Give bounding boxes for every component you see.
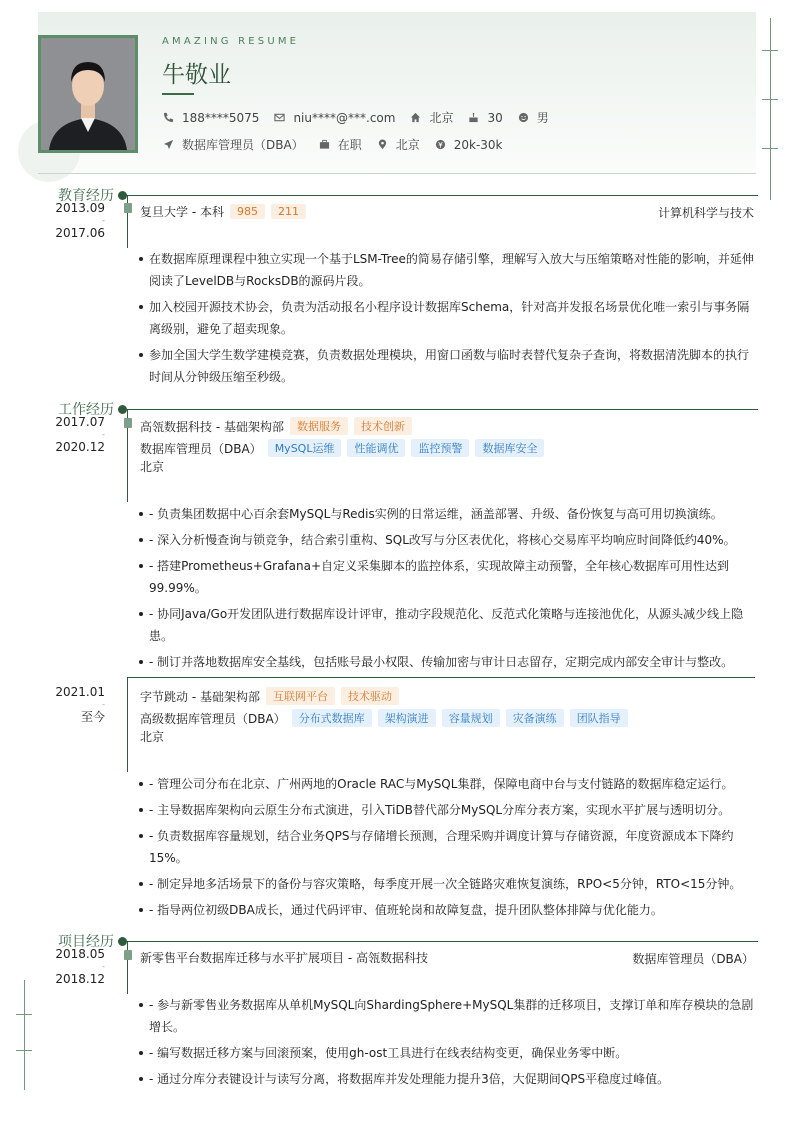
section-marker [118,191,127,200]
salary-info [435,138,503,152]
header-divider [38,173,756,174]
list-item: - 制定异地多活场景下的备份与容灾策略，每季度开展一次全链路灾难恢复演练，RPO<5分钟，RTO<15分钟。 [137,873,755,895]
date-separator: - [102,962,105,972]
education-end-date: 2017.06 [55,226,105,241]
age-value: 30 [487,110,503,125]
job-intent-row [163,136,518,153]
decorative-tick [762,50,778,51]
brand-label: AMAZING RESUME [162,36,300,47]
home-icon [410,112,421,123]
mail-icon [274,112,285,123]
company-tag: 互联网平台 [266,687,335,705]
job-dates [55,415,105,455]
target-city-value: 北京 [395,138,420,152]
cake-icon [468,112,479,123]
job-company-row [140,417,412,435]
decorative-tick [16,1014,32,1015]
phone-info [163,111,259,125]
school-name: 复旦大学 - 本科 [140,205,224,219]
company-tag: 数据服务 [290,417,348,435]
decorative-line [770,18,771,200]
project-start-date: 2018.05 [55,947,105,961]
avatar-portrait [41,38,135,150]
decorative-tick [762,148,778,149]
location-value: 北京 [429,111,454,125]
project-end-date: 2018.12 [55,972,105,987]
education-start-date: 2013.09 [55,201,105,215]
list-item: - 负责数据库容量规划，结合业务QPS与存储增长预测，合理采购并调度计算与存储资源，年度资源成本下降约15%。 [137,825,755,869]
list-item: - 管理公司分布在北京、广州两地的Oracle RAC与MySQL集群，保障电商中台与支付链路的数据库稳定运行。 [137,773,755,795]
target-city-info [377,136,420,153]
skill-tag: 容量规划 [442,709,500,727]
company-tag: 技术驱动 [341,687,399,705]
list-item: - 负责集团数据中心百余套MySQL与Redis实例的日常运维，涵盖部署、升级、备份恢复与高可用切换演练。 [137,503,755,525]
phone-icon [163,112,174,123]
date-separator: - [102,430,105,440]
job-bullets [137,503,755,677]
skill-tag: 灾备演练 [506,709,564,727]
job-role: 高级数据库管理员（DBA） [140,711,286,726]
section-rule [127,195,758,196]
project-name: 新零售平台数据库迁移与水平扩展项目 - 高瓴数据科技 [140,951,428,965]
section-rule [127,409,758,410]
job-company-row [140,687,399,705]
entry-divider [127,677,755,678]
name-underline [162,93,194,95]
section-marker [118,937,127,946]
project-role: 数据库管理员（DBA） [632,952,754,966]
briefcase-icon [319,139,330,150]
job-city: 北京 [140,460,165,474]
list-item: - 编写数据迁移方案与回滚预案，使用gh-ost工具进行在线表结构变更，确保业务零中断。 [137,1042,755,1064]
list-item: - 参与新零售业务数据库从单机MySQL向ShardingSphere+MySQL集群的迁移项目，支撑订单和库存模块的急剧增长。 [137,994,755,1038]
timeline-marker [124,203,132,213]
job-role-row [140,709,628,727]
job-bullets [137,773,755,925]
job-end-date: 至今 [80,710,105,725]
job-start-date: 2017.07 [55,415,105,429]
school-tag: 211 [271,204,306,219]
phone-value: 188****5075 [182,110,260,125]
section-rule [127,941,758,942]
status-info [319,136,362,153]
smiley-icon [518,112,529,123]
timeline-line [127,677,128,772]
skill-tag: 团队指导 [570,709,628,727]
project-dates [55,947,105,987]
job-start-date: 2021.01 [55,685,105,699]
decorative-tick [762,99,778,100]
education-section-header [58,185,758,205]
job-role: 数据库管理员（DBA） [140,441,262,456]
candidate-name: 牛敬业 [162,62,231,88]
work-section-header [58,399,758,419]
gender-info [518,109,549,126]
list-item: - 主导数据库架构向云原生分布式演进，引入TiDB替代部分MySQL分库分表方案，实现水平扩展与透明切分。 [137,799,755,821]
email-info [274,111,395,125]
date-separator: - [102,700,105,710]
list-item: 加入校园开源技术协会，负责为活动报名小程序设计数据库Schema，针对高并发报名场景优化唯一索引与事务隔离级别，避免了超卖现象。 [137,296,755,340]
skill-tag: 架构演进 [378,709,436,727]
list-item: - 搭建Prometheus+Grafana+自定义采集脚本的监控体系，实现故障主动预警，全年核心数据库可用性达到99.99%。 [137,555,755,599]
job-city: 北京 [140,730,165,744]
skill-tag: 分布式数据库 [292,709,372,727]
email-value: niu****@***.com [293,110,396,125]
projects-section-header [58,931,758,951]
company-name: 字节跳动 - 基础架构部 [140,689,260,704]
list-item: - 指导两位初级DBA成长，通过代码评审、值班轮岗和故障复盘，提升团队整体排障与优化能力。 [137,899,755,921]
gender-value: 男 [536,111,549,125]
company-tag: 技术创新 [354,417,412,435]
job-role-row [140,439,544,457]
education-bullets [137,248,755,392]
location-info [410,109,453,126]
skill-tag: 数据库安全 [475,439,544,457]
education-dates [55,201,105,241]
list-item: - 通过分库分表键设计与读写分离，将数据库并发处理能力提升3倍，大促期间QPS平稳度过峰值。 [137,1068,755,1090]
projects-section-title: 项目经历 [58,934,114,950]
education-section-title: 教育经历 [58,188,114,204]
status-value: 在职 [337,138,362,152]
list-item: - 制订并落地数据库安全基线，包括账号最小权限、传输加密与审计日志留存，定期完成内部安全审计与整改。 [137,651,755,673]
timeline-marker [124,950,132,960]
skill-tag: 监控预警 [411,439,469,457]
job-end-date: 2020.12 [55,440,105,455]
project-bullets [137,994,755,1094]
map-pin-icon [377,139,388,150]
target-position-info [163,136,304,153]
decorative-tick [16,1050,32,1051]
date-separator: - [102,216,105,226]
list-item: - 深入分析慢查询与锁竞争，结合索引重构、SQL改写与分区表优化，将核心交易库平均响应时间降低约40%。 [137,529,755,551]
decorative-line [24,980,25,1090]
work-section-title: 工作经历 [58,402,114,418]
age-info [468,111,502,125]
list-item: 参加全国大学生数学建模竞赛，负责数据处理模块，用窗口函数与临时表替代复杂子查询，将数据清洗脚本的执行时间从分钟级压缩至秒级。 [137,344,755,388]
skill-tag: MySQL运维 [268,439,342,457]
list-item: 在数据库原理课程中独立实现一个基于LSM-Tree的简易存储引擎，理解写入放大与压缩策略对性能的影响，并延伸阅读了LevelDB与RocksDB的源码片段。 [137,248,755,292]
job-dates [55,685,105,725]
education-major: 计算机科学与技术 [657,206,754,220]
education-school-row [140,203,306,220]
section-marker [118,405,127,414]
send-icon [163,139,174,150]
contact-info-row [163,109,564,126]
company-name: 高瓴数据科技 - 基础架构部 [140,419,284,434]
school-tag: 985 [230,204,265,219]
target-position-value: 数据库管理员（DBA） [182,138,304,152]
list-item: - 协同Java/Go开发团队进行数据库设计评审，推动字段规范化、反范式化策略与连接池优化，从源头减少线上隐患。 [137,603,755,647]
skill-tag: 性能调优 [347,439,405,457]
money-icon [435,139,446,150]
timeline-marker [124,418,132,428]
profile-photo [38,35,138,153]
salary-value: 20k-30k [453,137,503,152]
